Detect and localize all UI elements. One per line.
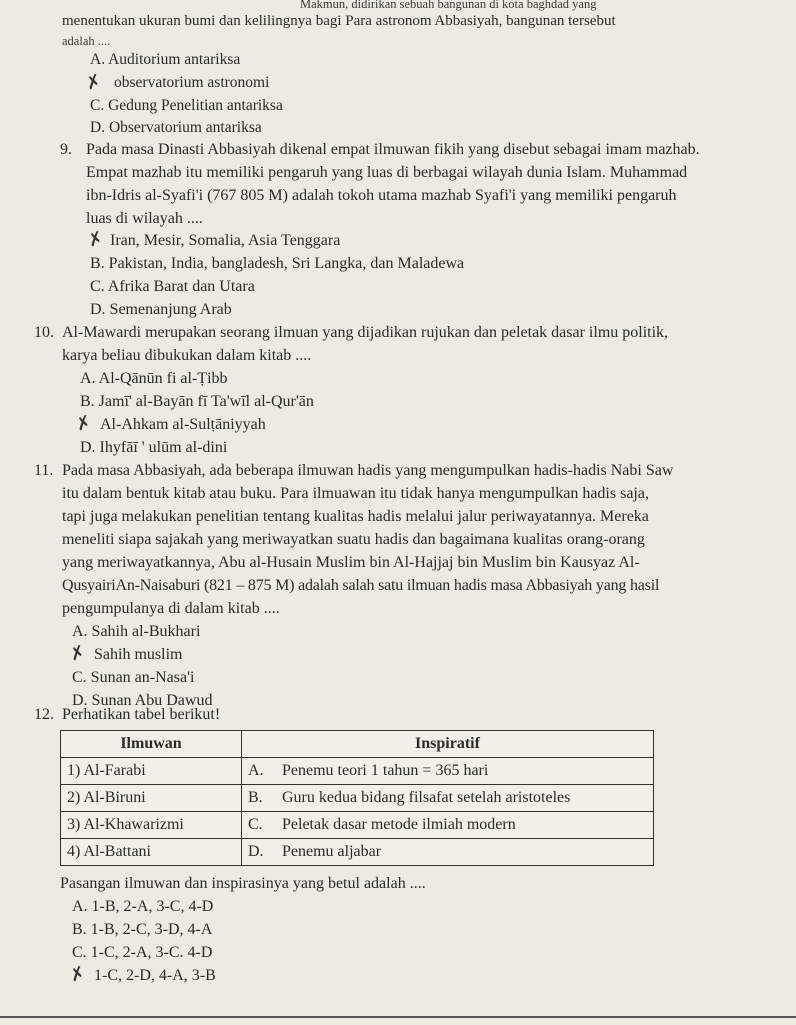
table-row: [61, 758, 654, 785]
row-letter: D.: [248, 843, 264, 860]
row-letter: A.: [248, 762, 264, 779]
row-text: Guru kedua bidang filsafat setelah aristoteles: [282, 789, 571, 806]
table-header-ilmuwan: Ilmuwan: [61, 731, 242, 758]
table-cell-ilmuwan: 1) Al-Farabi: [61, 758, 242, 785]
table-row: [61, 812, 654, 839]
q9-option-b: B. Pakistan, India, bangladesh, Sri Langka, dan Maladewa: [90, 255, 465, 272]
q11-option-a: A. Sahih al-Bukhari: [72, 623, 201, 640]
table-cell-ilmuwan: 3) Al-Khawarizmi: [61, 812, 242, 839]
q8-option-c: C. Gedung Penelitian antariksa: [90, 97, 283, 114]
q11-line6: QusyairiAn-Naisaburi (821 – 875 M) adalah salah satu ilmuan hadis masa Abbasiyah yang hasil: [62, 577, 660, 594]
q11-line2: itu dalam bentuk kitab atau buku. Para ilmuawan itu tidak hanya mengumpulkan hadis saja,: [62, 485, 649, 502]
table-cell-inspiratif: [242, 839, 654, 866]
q9-number: 9.: [60, 141, 72, 158]
q12-option-d: 1-C, 2-D, 4-A, 3-B: [94, 967, 216, 984]
q8-option-b: observatorium astronomi: [114, 74, 270, 91]
row-letter: C.: [248, 816, 263, 833]
table-header-inspiratif: Inspiratif: [242, 731, 654, 758]
table-row: [61, 785, 654, 812]
cross-mark-icon: ✗: [83, 70, 104, 95]
q9-line3: ibn-Idris al-Syafi'i (767 805 M) adalah tokoh utama mazhab Syafi'i yang memiliki pengaruh: [86, 187, 677, 204]
q11-number: 11.: [34, 462, 54, 479]
q8-option-d: D. Observatorium antariksa: [90, 119, 262, 136]
q11-line3: tapi juga melakukan penelitian tentang kualitas hadis melalui jalur periwayatannya. Mereka: [62, 508, 649, 525]
q9-line1: Pada masa Dinasti Abbasiyah dikenal empat ilmuwan fikih yang disebut sebagai imam mazhab.: [86, 141, 700, 158]
table-cell-ilmuwan: 2) Al-Biruni: [61, 785, 242, 812]
q12-question: Pasangan ilmuwan dan inspirasinya yang betul adalah ....: [60, 875, 426, 892]
bottom-rule: [0, 1016, 796, 1018]
table-cell-ilmuwan: 4) Al-Battani: [61, 839, 242, 866]
q10-line2: karya beliau dibukukan dalam kitab ....: [62, 347, 312, 364]
table-cell-inspiratif: [242, 758, 654, 785]
q10-number: 10.: [34, 324, 54, 341]
q10-option-c: Al-Ahkam al-Sulṭāniyyah: [100, 416, 266, 433]
q10-option-d: D. Ihyfāī ' ulūm al-dini: [80, 439, 228, 456]
row-text: Penemu teori 1 tahun = 365 hari: [282, 762, 489, 779]
q9-option-c: C. Afrika Barat dan Utara: [90, 278, 255, 295]
table-header-row: [61, 731, 654, 758]
ilmuwan-table: [60, 730, 654, 866]
q12-option-b: B. 1-B, 2-C, 3-D, 4-A: [72, 921, 213, 938]
q9-option-a: Iran, Mesir, Somalia, Asia Tenggara: [110, 232, 341, 249]
row-text: Penemu aljabar: [282, 843, 382, 860]
q12-option-a: A. 1-B, 2-A, 3-C, 4-D: [72, 898, 214, 915]
q11-line4: meneliti siapa sajakah yang meriwayatkan suatu hadis dan bagaimana kualitas orang-orang: [62, 531, 645, 548]
q10-option-b: B. Jamī' al-Bayān fī Ta'wīl al-Qur'ān: [80, 393, 314, 410]
cross-mark-icon: ✗: [85, 227, 106, 252]
cross-mark-icon: ✗: [67, 962, 88, 987]
cut-top-text: Makmun, didirikan sebuah bangunan di kota baghdad yang: [300, 0, 597, 11]
q8-stem-line2: adalah ....: [62, 34, 111, 48]
q11-line7: pengumpulanya di dalam kitab ....: [62, 600, 280, 617]
q11-option-c: C. Sunan an-Nasa'i: [72, 669, 195, 686]
table-cell-inspiratif: [242, 785, 654, 812]
q12-option-c: C. 1-C, 2-A, 3-C. 4-D: [72, 944, 213, 961]
q11-option-d: D. Sunan Abu Dawud: [72, 692, 213, 709]
q10-option-a: A. Al-Qānūn fi al-Ṭibb: [80, 370, 228, 387]
q12-number: 12.: [34, 706, 54, 723]
row-text: Peletak dasar metode ilmiah modern: [282, 816, 516, 833]
cross-mark-icon: ✗: [73, 411, 94, 436]
q9-line2: Empat mazhab itu memiliki pengaruh yang luas di berbagai wilayah dunia Islam. Muhammad: [86, 164, 688, 181]
q8-option-a: A. Auditorium antariksa: [90, 51, 241, 68]
q11-line1: Pada masa Abbasiyah, ada beberapa ilmuwan hadis yang mengumpulkan hadis-hadis Nabi Saw: [62, 462, 674, 479]
q9-option-d: D. Semenanjung Arab: [90, 301, 232, 318]
q11-line5: yang meriwayatkannya, Abu al-Husain Muslim bin Al-Hajjaj bin Muslim bin Kausyaz Al-: [62, 554, 640, 571]
q8-stem-line1: menentukan ukuran bumi dan kelilingnya bagi Para astronom Abbasiyah, bangunan tersebut: [62, 13, 616, 29]
q9-line4: luas di wilayah ....: [86, 210, 203, 227]
q12-intro: Perhatikan tabel berikut!: [62, 706, 221, 723]
table-row: [61, 839, 654, 866]
table-cell-inspiratif: [242, 812, 654, 839]
q10-line1: Al-Mawardi merupakan seorang ilmuan yang dijadikan rujukan dan peletak dasar ilmu politik,: [62, 324, 669, 341]
cross-mark-icon: ✗: [67, 641, 88, 666]
row-letter: B.: [248, 789, 263, 806]
q11-option-b: Sahih muslim: [94, 646, 183, 663]
